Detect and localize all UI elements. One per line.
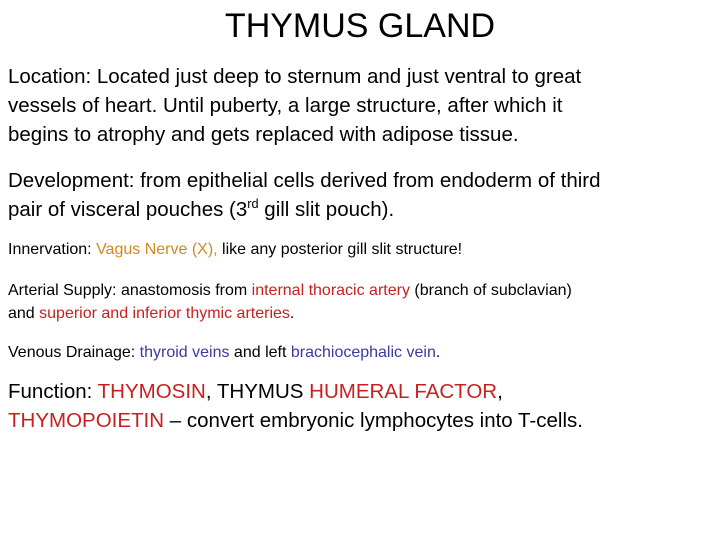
location-line: Location: Located just deep to sternum and just ventral to great <box>8 65 582 88</box>
innervation-line <box>8 238 714 261</box>
function-label: Function: <box>8 380 98 403</box>
function-line <box>8 377 714 406</box>
development-line: Development: from epithelial cells derived from endoderm of third <box>8 169 601 192</box>
location-paragraph <box>8 62 714 149</box>
innervation-paragraph <box>8 238 714 261</box>
venous-label: Venous Drainage: <box>8 344 140 361</box>
development-text: gill slit pouch). <box>258 198 395 221</box>
venous-text: . <box>435 344 441 361</box>
thyroid-veins-term: thyroid veins <box>139 344 230 361</box>
innervation-label: Innervation: <box>8 241 97 258</box>
brachiocephalic-vein-term: brachiocephalic vein <box>290 344 436 361</box>
arterial-text: and <box>8 305 40 322</box>
arterial-text: (branch of subclavian) <box>409 282 572 299</box>
function-text: , <box>497 380 503 403</box>
development-text: pair of visceral pouches (3 <box>8 198 248 221</box>
function-text: , THYMUS <box>205 380 310 403</box>
internal-thoracic-artery-term: internal thoracic artery <box>251 282 410 299</box>
venous-line <box>8 341 714 364</box>
thymosin-term: THYMOSIN <box>97 380 206 403</box>
slide-title: THYMUS GLAND <box>224 7 496 45</box>
development-line <box>8 195 714 224</box>
venous-text: and left <box>229 344 291 361</box>
thymic-arteries-term: superior and inferior thymic arteries <box>39 305 290 322</box>
function-line <box>8 406 714 435</box>
venous-paragraph <box>8 341 714 364</box>
arterial-line <box>8 302 714 325</box>
arterial-label: Arterial Supply: anastomosis from <box>8 282 252 299</box>
humeral-factor-term: HUMERAL FACTOR <box>309 380 498 403</box>
ordinal-superscript: rd <box>247 196 259 212</box>
arterial-text: . <box>289 305 295 322</box>
location-line: begins to atrophy and gets replaced with adipose tissue. <box>8 123 519 146</box>
thymopoietin-term: THYMOPOIETIN <box>8 409 165 432</box>
innervation-text: like any posterior gill slit structure! <box>217 241 463 258</box>
arterial-line <box>8 279 714 302</box>
location-line: vessels of heart. Until puberty, a large structure, after which it <box>8 94 563 117</box>
arterial-paragraph <box>8 279 714 325</box>
function-text: – convert embryonic lymphocytes into T-cells. <box>164 409 583 432</box>
vagus-nerve-term: Vagus Nerve (X), <box>96 241 218 258</box>
function-paragraph <box>8 377 714 435</box>
development-paragraph <box>8 166 714 224</box>
